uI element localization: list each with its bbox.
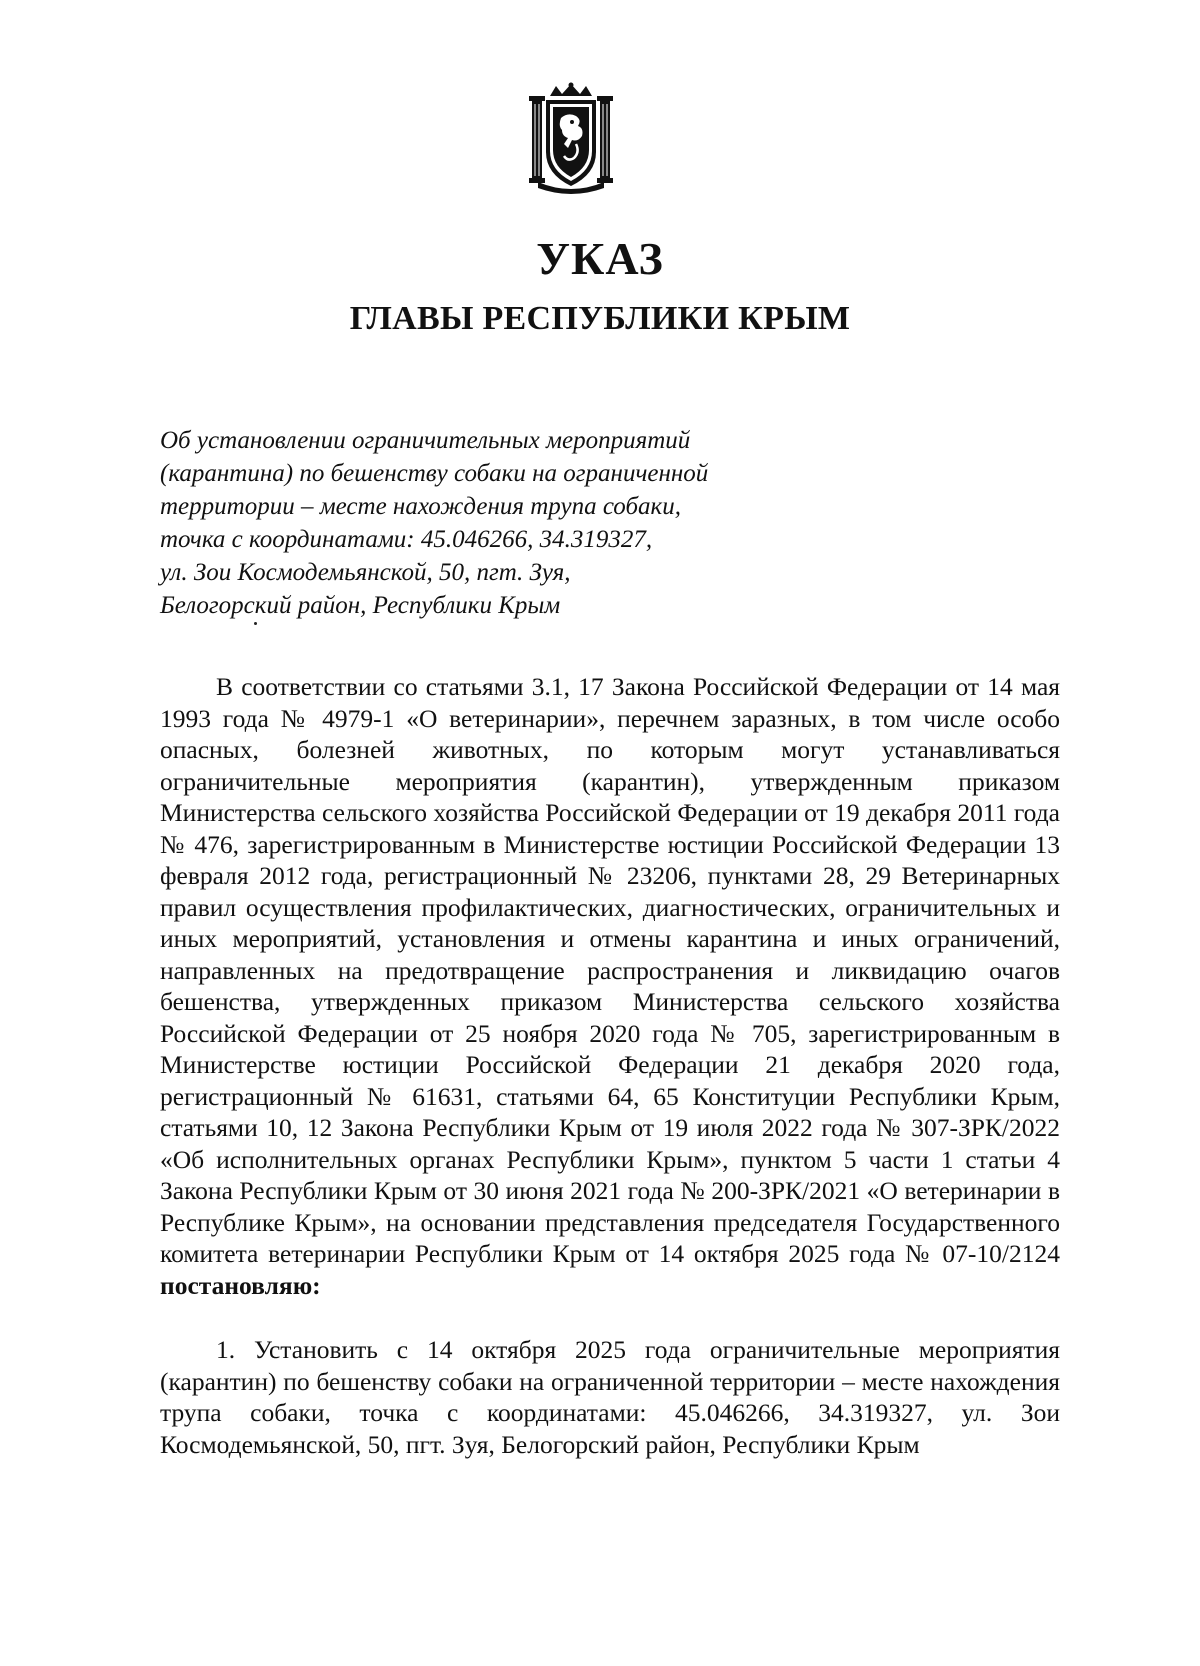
- subject-line: (карантина) по бешенству собаки на ограниченной: [160, 460, 709, 487]
- preamble-text: В соответствии со статьями 3.1, 17 Закона Российской Федерации от 14 мая 1993 года № 4979-1 «О ветеринарии», перечнем заразных, в том числе особо опасных, болезней животных, по которым могут устанавливаться ограничительные мероприятия (карантин), утвержденным приказом Министерства сельского хозяйства Российской Федерации от 19 декабря 2011 года № 476, зарегистрированным в Министерстве юстиции Российской Федерации 13 февраля 2012 года, регистрационный № 23206, пунктами 28, 29 Ветеринарных правил осуществления профилактических, диагностических, ограничительных и иных мероприятий, установления и отмены карантина и иных ограничений, направленных на предотвращение распространения и ликвидацию очагов бешенства, утвержденных приказом Министерства сельского хозяйства Российской Федерации от 25 ноября 2020 года № 705, зарегистрированным в Министерстве юстиции Российской Федерации 21 декабря 2020 года, регистрационный № 61631, статьями 64, 65 Конституции Республики Крым, статьями 10, 12 Закона Республики Крым от 19 июля 2022 года № 307-ЗРК/2022 «Об исполнительных органах Республики Крым», пунктом 5 части 1 статьи 4 Закона Республики Крым от 30 июня 2021 года № 200-ЗРК/2021 «О ветеринарии в Республике Крым», на основании представления председателя Государственного комитета ветеринарии Республики Крым от 14 октября 2025 года № 07-10/2124: [160, 672, 1060, 1268]
- decree-subject: [160, 424, 800, 622]
- subject-line: территории – месте нахождения трупа собаки,: [160, 493, 681, 520]
- preamble-paragraph: [160, 671, 1060, 1301]
- decree-item-1: [160, 1334, 1060, 1460]
- subject-line: ул. Зои Космодемьянской, 50, пгт. Зуя,: [160, 559, 571, 586]
- scan-artifact: [254, 622, 257, 625]
- subject-line: точка с координатами: 45.046266, 34.319327,: [160, 526, 653, 553]
- crimea-coat-of-arms-icon: [528, 82, 614, 196]
- item-1-text: 1. Установить с 14 октября 2025 года ограничительные мероприятия (карантин) по бешенству собаки на ограниченной территории – месте нахождения трупа собаки, точка с координатами: 45.046266, 34.319327, ул. Зои Космодемьянской, 50, пгт. Зуя, Белогорский район, Республики Крым: [160, 1335, 1060, 1459]
- subject-line: Белогорский район, Республики Крым: [160, 592, 561, 619]
- document-subtitle: ГЛАВЫ РЕСПУБЛИКИ КРЫМ: [349, 300, 851, 337]
- subject-line: Об установлении ограничительных мероприятий: [160, 427, 691, 454]
- document-title: УКАЗ: [536, 233, 664, 284]
- decree-word: постановляю:: [160, 1270, 321, 1300]
